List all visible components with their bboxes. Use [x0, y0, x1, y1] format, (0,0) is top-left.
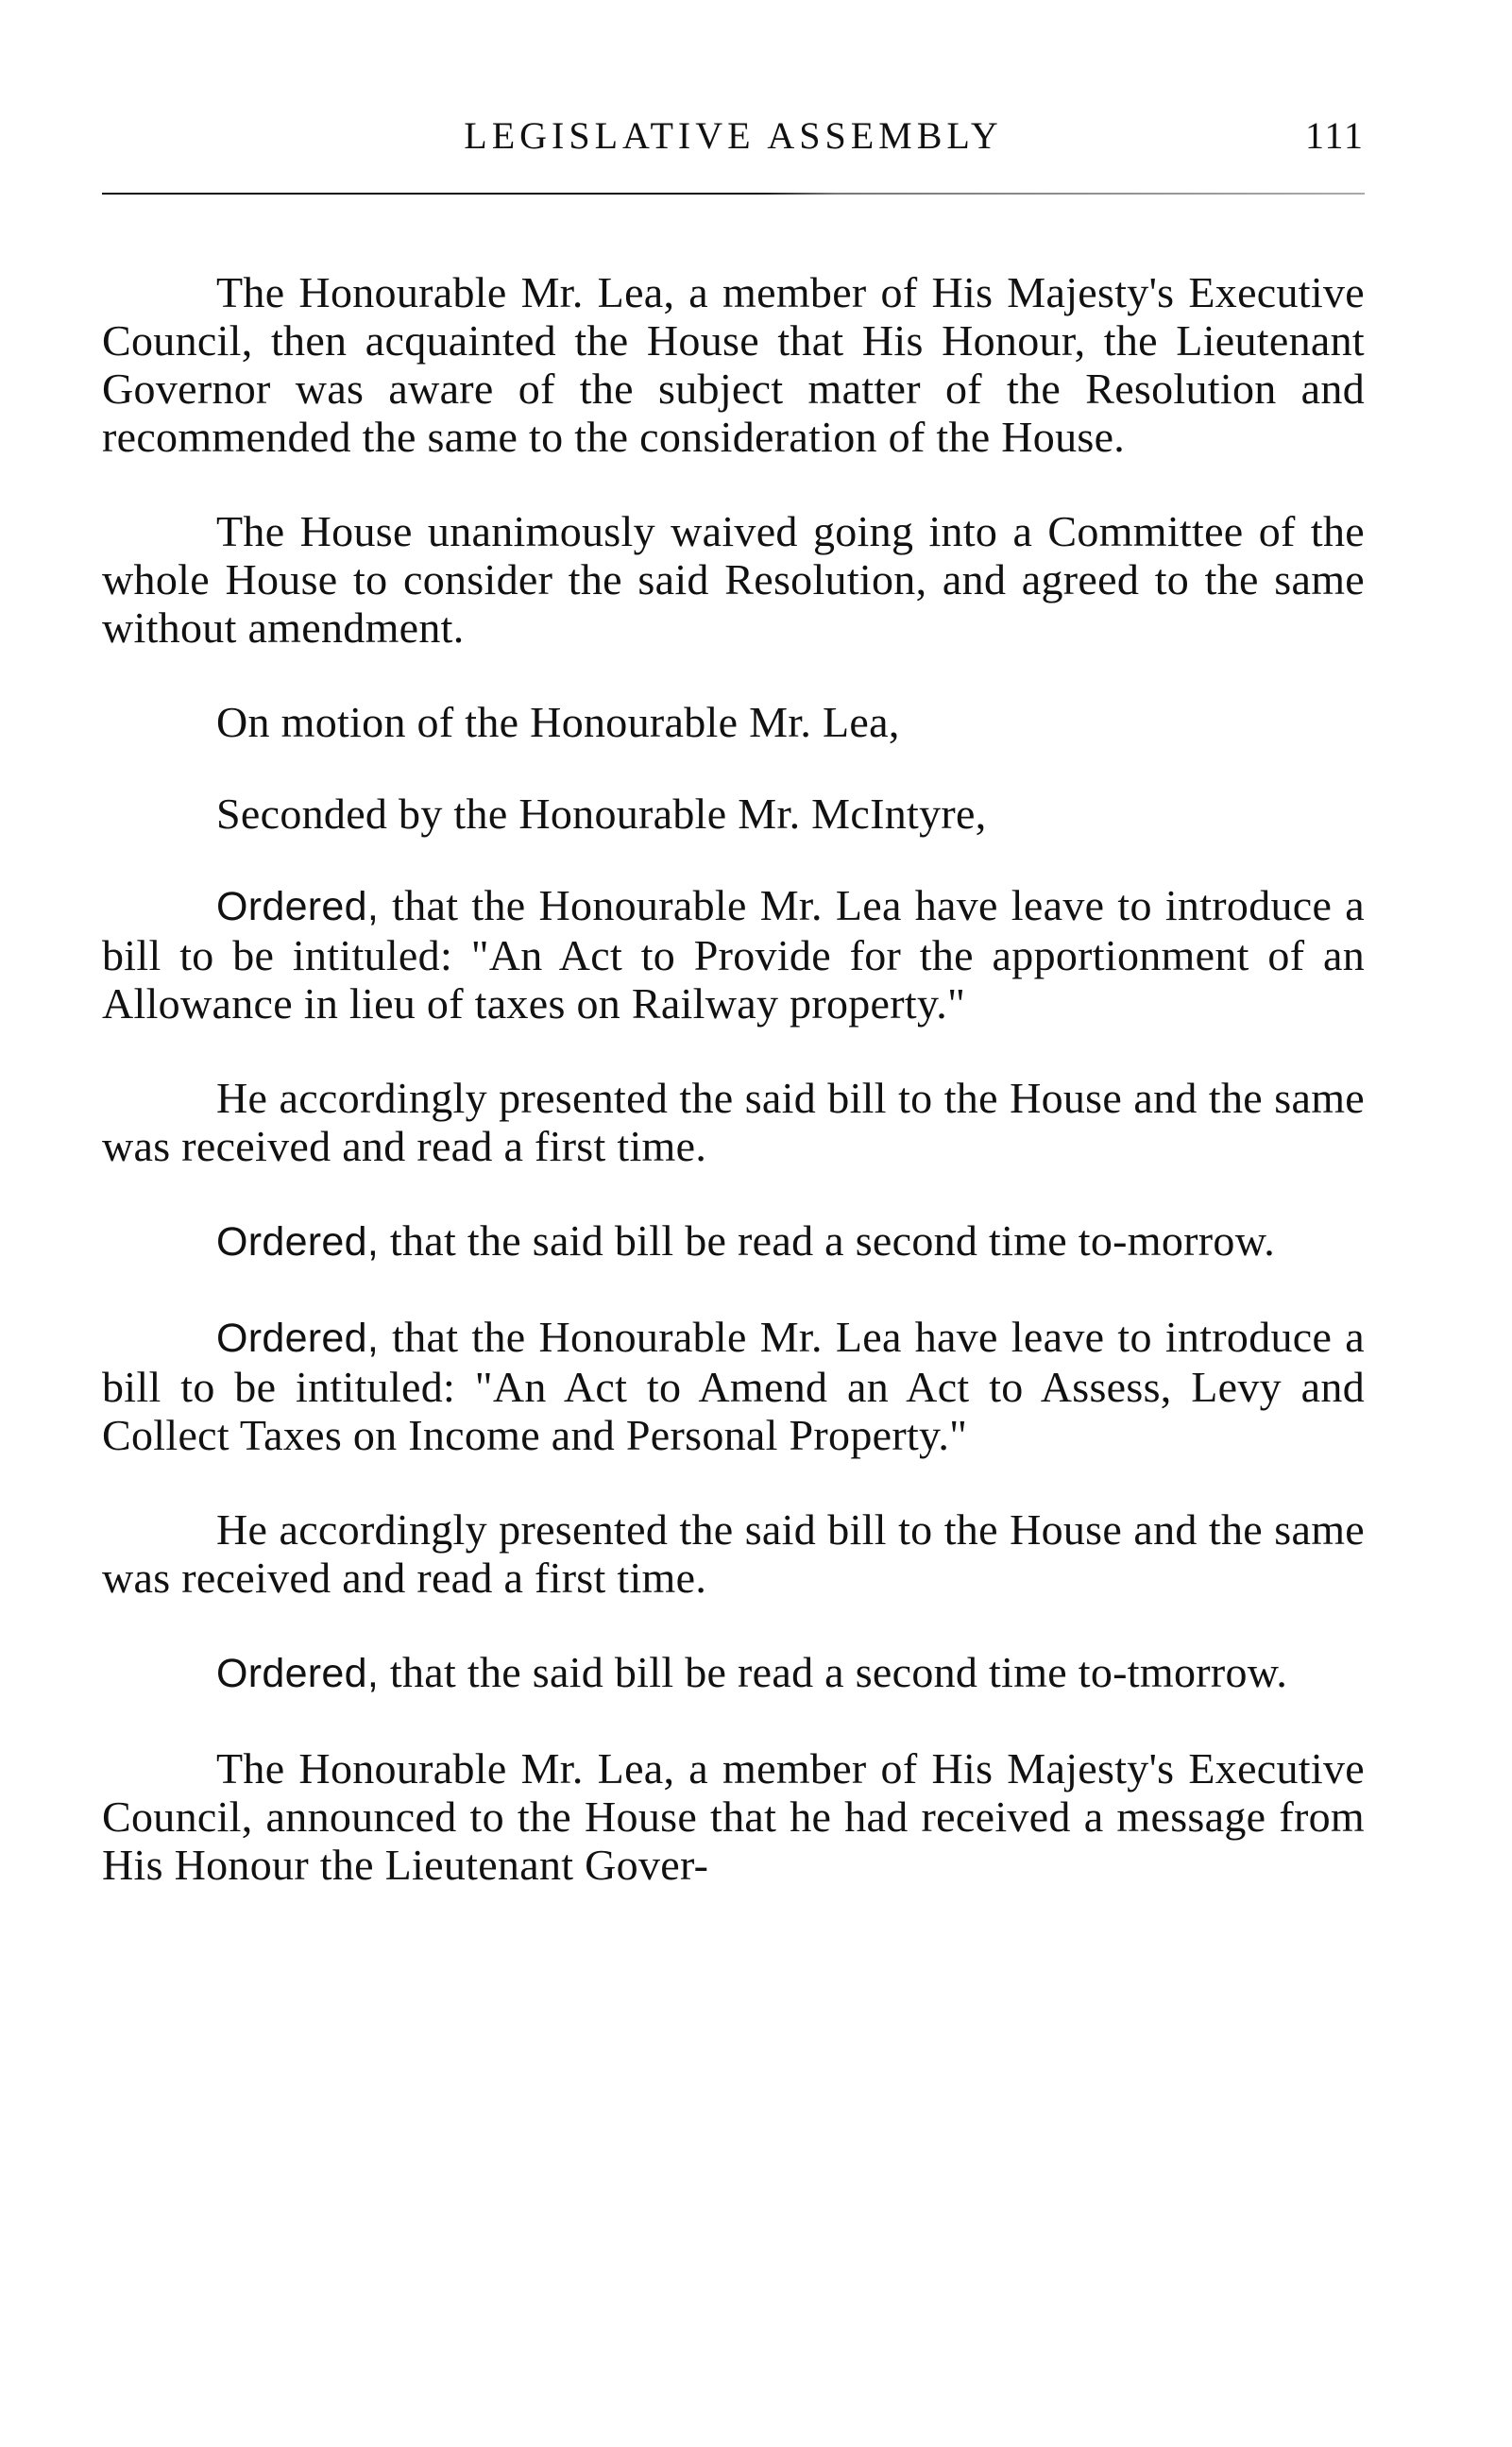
paragraph-ordered-income-tax-second-reading [102, 1648, 1365, 1698]
ordered-label: Ordered, [216, 1219, 380, 1265]
paragraph-ordered-railway-bill [102, 881, 1365, 1028]
paragraph-seconded [102, 790, 1365, 838]
paragraph-text: The Honourable Mr. Lea, a member of His Majesty's Executive Council, then acquainted the House that His Honour, the Lieutenant Governor was aware of the subject matter of the Resolution and recommended the same to the consideration of the House. [102, 268, 1365, 461]
paragraph-committee-waived [102, 507, 1365, 652]
paragraph-text: that the Honourable Mr. Lea have leave to introduce a bill to be intituled: "An Act to Provide for the apportionment of an Allowance in lieu of taxes on Railway property." [102, 881, 1365, 1028]
paragraph-railway-bill-first-reading [102, 1074, 1365, 1170]
paragraph-text: On motion of the Honourable Mr. Lea, [216, 698, 900, 746]
paragraph-text: Seconded by the Honourable Mr. McIntyre, [216, 790, 987, 838]
paragraph-text: The Honourable Mr. Lea, a member of His Majesty's Executive Council, announced to the House that he had received a message from His Honour the Lieutenant Gover- [102, 1744, 1365, 1889]
paragraph-text: He accordingly presented the said bill to the House and the same was received and read a first time. [102, 1505, 1365, 1602]
ordered-label: Ordered, [216, 1651, 380, 1696]
paragraph-income-tax-bill-first-reading [102, 1505, 1365, 1602]
page-header [102, 113, 1365, 179]
running-title: LEGISLATIVE ASSEMBLY [464, 114, 1003, 157]
paragraph-text: that the Honourable Mr. Lea have leave to introduce a bill to be intituled: "An Act to Amend an Act to Assess, Levy and Collect Taxes on Income and Personal Property." [102, 1313, 1365, 1459]
paragraph-text: that the said bill be read a second time to-morrow. [379, 1216, 1276, 1265]
ordered-label: Ordered, [216, 1316, 380, 1361]
paragraph-executive-council-acquainted [102, 268, 1365, 461]
body-text [102, 268, 1365, 1935]
paragraph-message-from-lieutenant-governor [102, 1744, 1365, 1889]
paragraph-text: that the said bill be read a second time to-tmorrow. [379, 1648, 1288, 1696]
paragraph-motion [102, 698, 1365, 746]
document-page [102, 113, 1365, 1889]
paragraph-ordered-income-tax-bill [102, 1313, 1365, 1459]
header-rule [102, 193, 1365, 195]
paragraph-text: The House unanimously waived going into a Committee of the whole House to consider the said Resolution, and agreed to the same without amendment. [102, 507, 1365, 652]
paragraph-ordered-second-reading [102, 1216, 1365, 1266]
paragraph-text: He accordingly presented the said bill to the House and the same was received and read a first time. [102, 1074, 1365, 1170]
ordered-label: Ordered, [216, 884, 380, 929]
page-number: 111 [1304, 114, 1365, 157]
